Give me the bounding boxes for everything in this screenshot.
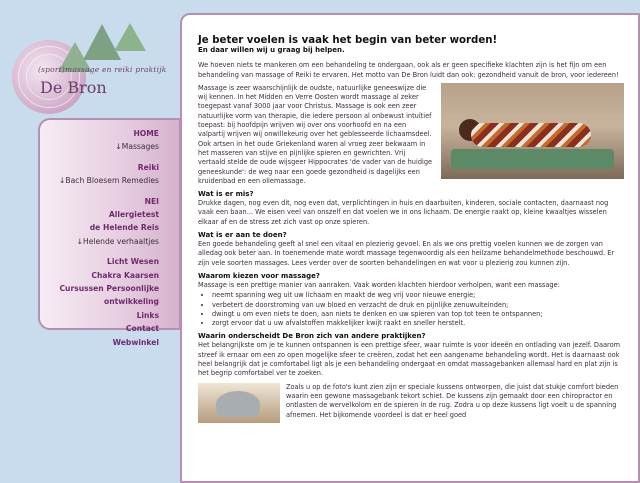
nav-link-nei[interactable]: NEI [144,196,159,206]
nav-link-webwinkel[interactable]: Webwinkel [112,337,159,347]
nav-link-home[interactable]: HOME [133,129,159,138]
list-item: • verbetert de doorstroming van uw bloed en verzacht de druk en pijnlijke zenuwuiteinden; [212,301,624,310]
section-text: Massage is een prettige manier van aanraken. Vaak worden klachten hierdoor verholpen, want een massage: [198,280,560,289]
main-content [180,13,640,483]
nav-link-massages[interactable]: ↓Massages [115,142,159,152]
nav-spacer [40,188,179,195]
section-heading: Wat is er aan te doen? [198,231,287,240]
intro-text: We hoeven niets te mankeren om een behandeling te ondergaan, ook als er geen specifieke klachten zijn is het fijn om een behandeling van massage of Reiki te ervaren. Het motto van De Bron luidt dan ook: gezondheid vanuit de bron, voor iedereen! [198,61,619,79]
nav-link-helende-verhaaltjes[interactable]: ↓Helende verhaaltjes [76,236,159,246]
nav-link-reiki[interactable]: Reiki [137,162,159,172]
cushion-photo [198,383,280,423]
list-item: • zorgt ervoor dat u uw afvalstoffen makkelijker kwijt raakt en sneller herstelt. [212,319,624,328]
benefit-list [212,291,624,328]
history-text: Massage is zeer waarschijnlijk de oudste, natuurlijke geneeswijze die wij kennen. In het Midden en Verre Oosten wordt massage al zeker toegepast vanaf 3000 jaar voor Christus. Massage is ook een zeer natuurlijke vorm van therapie, die iedere persoon al onbewust intuïtief toepast: bij hoofdpijn wrijven wij over ons voorhoofd en na een valpartij wrijven wij onwillekeurig over het geblesseerde lichaamsdeel. Ook artsen in het oude Griekenland waren al vroeg zeer bekwaam in het masseren van stijve en pijnlijke spieren en gewrichten. Vrij vertaald stelde de oude wijsgeer Hippocrates 'de vader van de huidige geneeskunde': de weg naar een goede gezondheid is dagelijks een kruidenbad en een oliemassage. [198,83,433,185]
nav-link-bach-bloesem-remedies[interactable]: ↓Bach Bloesem Remedies [59,176,159,186]
section-heading: Waarin onderscheidt De Bron zich van andere praktijken? [198,332,426,341]
nav-link-links[interactable]: Links [136,310,159,320]
section-heading: Wat is er mis? [198,190,254,199]
nav-link-de-helende-reis[interactable]: de Helende Reis [89,223,159,233]
page-title: Je beter voelen is vaak het begin van beter worden! [198,35,498,46]
nav-link-contact[interactable]: Contact [125,324,159,334]
nav-link-ontwikkeling[interactable]: ontwikkeling [104,297,159,307]
person-body [471,123,591,147]
nav-link-licht-wesen[interactable]: Licht Wesen [107,257,159,267]
closing-text: Zoals u op de foto's kunt zien zijn er speciale kussens ontworpen, die juist dat stukje comfort bieden waarin een gewone massagebank tekort schiet. De kussens zijn gemaakt door een chiropractor en ontlasten de wervelkolom en de spieren in de rug. Zodra u op deze kussens ligt voelt u de spanning afnemen. Het bijkomende voordeel is dat er heel goed [286,382,619,419]
triangle-icon [114,23,146,51]
nav-spacer [40,154,179,161]
sidebar-nav [38,118,181,347]
section-text: Drukke dagen, nog even dit, nog even dat, verplichtingen in huis en daarbuiten, kinderen, sociale contacten, daarnaast nog vaak een baan... We eisen veel van onszelf en dat voelen we in ons lichaam. De energie raakt op, kleine kwaaltjes wisselen elkaar af en de stress zet zich vast op onze spieren. [198,199,609,226]
section-text: Het belangrijkste om je te kunnen ontspannen is een prettige sfeer, waar ruimte is voor ideeën en ontlading van jezelf. Daarom streef ik ernaar om een zo open mogelijke sfeer te creëren, zodat het een aangename behandeling wordt. Het is daarnaast ook heel belangrijk dat je comfortabel ligt als je een behandeling ondergaat en omdat massagebanken allemaal hard en plat zijn is het begrip comfortabel ver te zoeken. [198,341,621,378]
nav-link-cursussen-persoonlijke[interactable]: Cursussen Persoonlijke [59,284,159,294]
logo-name: De Bron [40,78,107,97]
page-subtitle: En daar willen wij u graag bij helpen. [198,46,345,54]
nav-link-allergietest[interactable]: Allergietest [108,210,159,220]
nav-link-chakra-kaarsen[interactable]: Chakra Kaarsen [91,270,159,280]
logo[interactable] [0,0,182,118]
list-item: • dwingt u om even niets te doen, aan niets te denken en uw spieren van top tot teen te ontspannen; [212,310,624,319]
list-item: • neemt spanning weg uit uw lichaam en maakt de weg vrij voor nieuwe energie; [212,291,624,300]
logo-tagline: (sport)massage en reiki praktijk [38,65,167,74]
nav-spacer [40,248,179,255]
massage-table [451,149,614,169]
section-text: Een goede behandeling geeft al snel een vitaal en plezierig gevoel. En als we ons prettig voelen kunnen we de zorgen van alledag ook beter aan. In toenemende mate wordt massage tegenwoordig als een heilzame behandelmethode beschouwd. Er zijn vele soorten massages. Lees verder over de soorten behandelingen en wat voor u plezierig zou kunnen zijn. [198,240,615,267]
section-heading: Waarom kiezen voor massage? [198,271,320,280]
massage-photo [441,83,624,179]
